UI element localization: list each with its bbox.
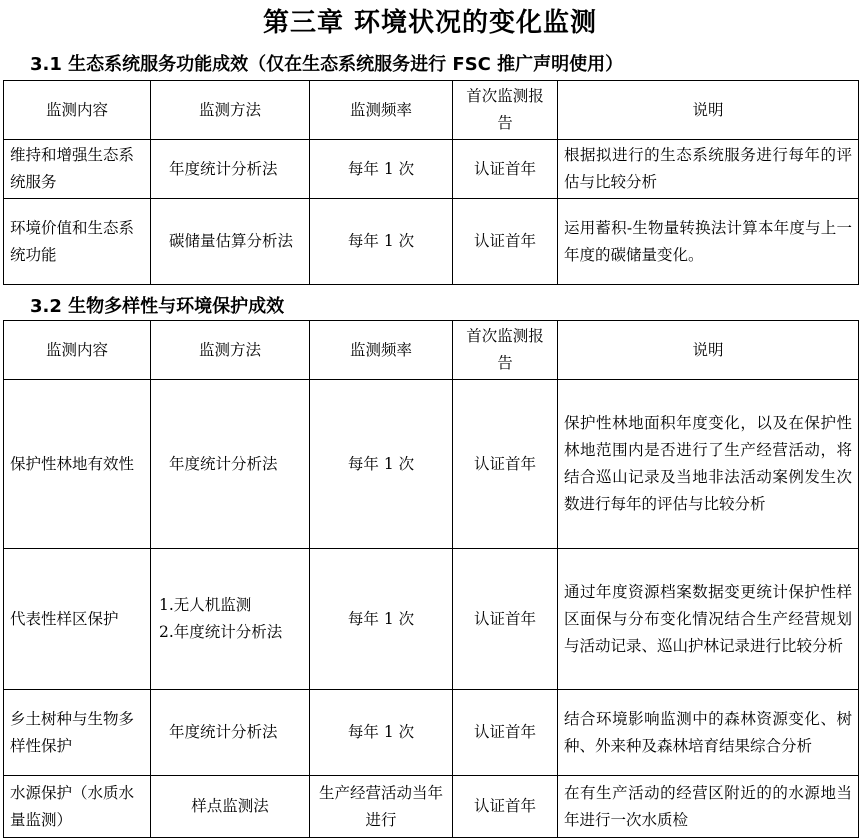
method-list-item: 1.无人机监测 [159,596,252,614]
header-method: 监测方法 [151,321,310,380]
row-content: 乡土树种与生物多样性保护 [4,690,151,776]
biodiversity-table [3,320,859,838]
row-method-list [151,549,310,690]
header-content: 监测内容 [4,321,151,380]
table-row [4,549,859,690]
table-row [4,140,859,199]
header-notes: 说明 [558,81,859,140]
header-first-report: 首次监测报告 [453,81,558,140]
row-frequency: 每年 1 次 [310,549,453,690]
table-header-row [4,81,859,140]
row-frequency: 每年 1 次 [310,140,453,199]
row-first-report: 认证首年 [453,690,558,776]
row-first-report: 认证首年 [453,380,558,549]
row-content: 维持和增强生态系统服务 [4,140,151,199]
row-frequency: 每年 1 次 [310,380,453,549]
row-first-report: 认证首年 [453,140,558,199]
table-row [4,776,859,838]
row-content: 水源保护（水质水量监测） [4,776,151,838]
row-method: 年度统计分析法 [151,140,310,199]
row-frequency: 生产经营活动当年进行 [310,776,453,838]
row-notes: 结合环境影响监测中的森林资源变化、树种、外来种及森林培育结果综合分析 [558,690,859,776]
method-list-item: 2.年度统计分析法 [159,623,283,641]
row-notes: 在有生产活动的经营区附近的的水源地当年进行一次水质检 [558,776,859,838]
section-title-ecosystem-services: 3.1 生态系统服务功能成效（仅在生态系统服务进行 FSC 推广声明使用） [30,54,624,75]
row-content: 环境价值和生态系统功能 [4,199,151,285]
row-notes: 运用蓄积-生物量转换法计算本年度与上一年度的碳储量变化。 [558,199,859,285]
row-content: 保护性林地有效性 [4,380,151,549]
row-method: 年度统计分析法 [151,380,310,549]
header-content: 监测内容 [4,81,151,140]
ecosystem-services-table [3,80,859,285]
table-header-row [4,321,859,380]
table-row [4,690,859,776]
section-title-biodiversity: 3.2 生物多样性与环境保护成效 [30,296,285,317]
table-row [4,199,859,285]
header-method: 监测方法 [151,81,310,140]
header-frequency: 监测频率 [310,321,453,380]
row-method: 碳储量估算分析法 [151,199,310,285]
header-notes: 说明 [558,321,859,380]
row-frequency: 每年 1 次 [310,690,453,776]
row-notes: 通过年度资源档案数据变更统计保护性样区面保与分布变化情况结合生产经营规划与活动记录、巡山护林记录进行比较分析 [558,549,859,690]
row-frequency: 每年 1 次 [310,199,453,285]
row-method: 年度统计分析法 [151,690,310,776]
chapter-title: 第三章 环境状况的变化监测 [262,8,598,38]
table-row [4,380,859,549]
row-first-report: 认证首年 [453,776,558,838]
row-notes: 根据拟进行的生态系统服务进行每年的评估与比较分析 [558,140,859,199]
row-first-report: 认证首年 [453,549,558,690]
row-first-report: 认证首年 [453,199,558,285]
row-method: 样点监测法 [151,776,310,838]
row-content: 代表性样区保护 [4,549,151,690]
header-first-report: 首次监测报告 [453,321,558,380]
row-notes: 保护性林地面积年度变化，以及在保护性林地范围内是否进行了生产经营活动，将结合巡山记录及当地非法活动案例发生次数进行每年的评估与比较分析 [558,380,859,549]
header-frequency: 监测频率 [310,81,453,140]
